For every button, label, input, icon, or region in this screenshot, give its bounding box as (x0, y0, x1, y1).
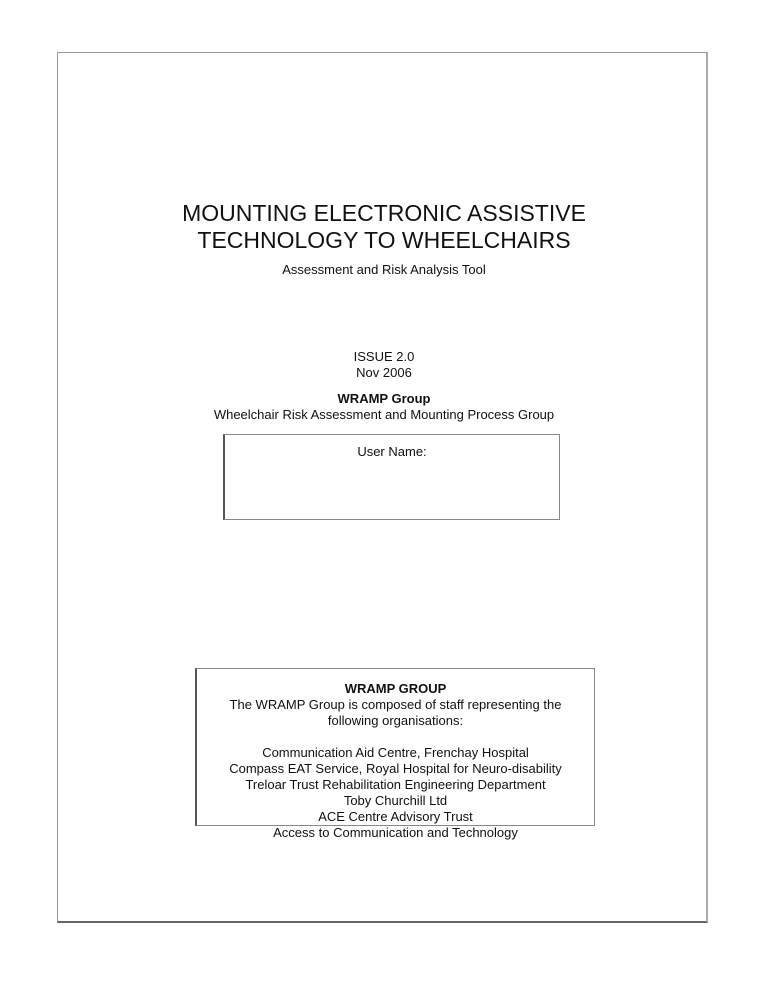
issue-info (0, 349, 768, 381)
list-item: Communication Aid Centre, Frenchay Hospital (262, 745, 529, 760)
organisations-box (195, 668, 595, 840)
group-full-name: Wheelchair Risk Assessment and Mounting Process Group (213, 407, 555, 422)
list-item: ACE Centre Advisory Trust (318, 809, 473, 824)
list-item: Toby Churchill Ltd (343, 793, 448, 808)
list-item: Access to Communication and Technology (273, 825, 518, 840)
user-name-box[interactable] (223, 434, 560, 520)
list-item: Compass EAT Service, Royal Hospital for Neuro-disability (229, 761, 562, 776)
issue-date: Nov 2006 (356, 365, 412, 380)
title-line-1: MOUNTING ELECTRONIC ASSISTIVE (182, 200, 586, 226)
user-name-label: User Name: (357, 444, 427, 459)
document-title (0, 200, 768, 254)
org-intro: following organisations: (327, 713, 464, 728)
group-name: WRAMP Group (337, 391, 431, 406)
document-subtitle: Assessment and Risk Analysis Tool (282, 262, 486, 277)
group-info (0, 391, 768, 423)
org-intro: The WRAMP Group is composed of staff representing the (229, 697, 562, 712)
list-item: Treloar Trust Rehabilitation Engineering Department (245, 777, 546, 792)
org-heading: WRAMP GROUP (344, 681, 447, 696)
organisation-list (197, 745, 594, 841)
issue-number: ISSUE 2.0 (353, 349, 415, 364)
title-line-2: TECHNOLOGY TO WHEELCHAIRS (197, 227, 571, 253)
